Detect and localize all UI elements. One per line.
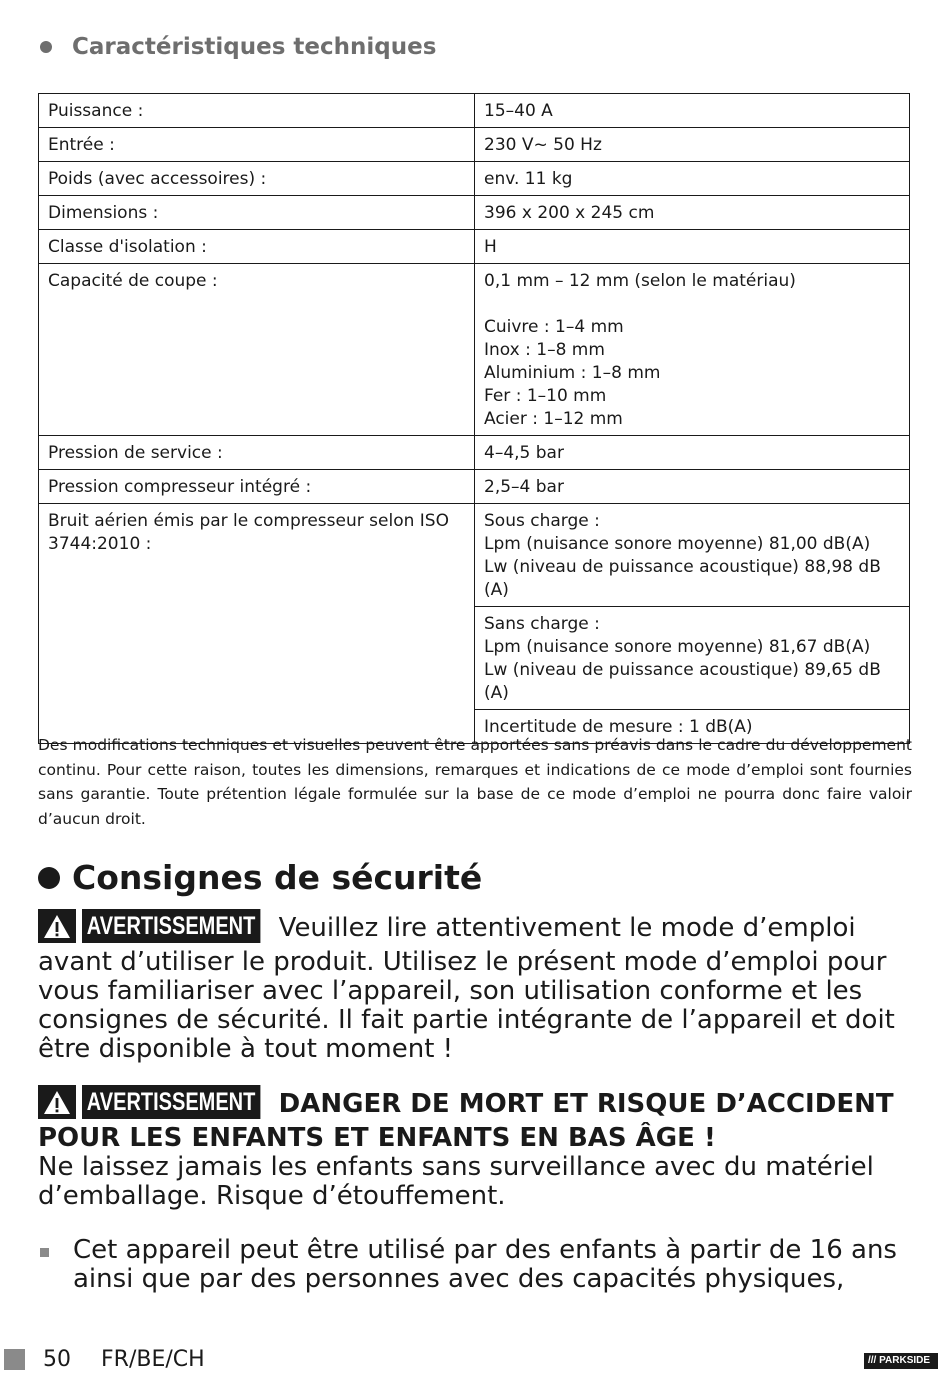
warning-text: Veuillez lire attentivement le mode d’emploi avant d’utiliser le produit. Utilisez le présent mode d’emploi pour vous familiariser avec l’appareil, son utilisation conforme et les consignes de sécurité. Il fait partie intégrante de l’appareil et doit être disponible à tout moment ! (38, 913, 895, 1064)
material-line: Cuivre : 1–4 mm (484, 317, 624, 337)
section-title-text: Caractéristiques techniques (72, 34, 437, 60)
bullet-icon (40, 41, 52, 53)
footer-square-icon (4, 1349, 25, 1370)
spec-value: H (475, 230, 910, 264)
spec-label: Capacité de coupe : (39, 264, 475, 436)
warning-triangle-icon (38, 1085, 76, 1119)
warning-label: AVERTISSEMENT (82, 909, 260, 943)
spec-value: 396 x 200 x 245 cm (475, 196, 910, 230)
spec-value: 4–4,5 bar (475, 436, 910, 470)
spec-value (475, 607, 910, 710)
language-code: FR/BE/CH (101, 1346, 205, 1372)
table-row (39, 162, 910, 196)
safety-title-text: Consignes de sécurité (72, 858, 483, 897)
square-bullet-icon (40, 1248, 49, 1257)
table-row (39, 264, 910, 436)
table-row (39, 504, 910, 607)
material-line: Fer : 1–10 mm (484, 386, 607, 406)
noise-line: Sans charge : (484, 614, 600, 634)
list-item (38, 1236, 908, 1294)
spec-value (475, 264, 910, 436)
list-item-text: Cet appareil peut être utilisé par des enfants à partir de 16 ans ainsi que par des personnes avec des capacités physiques, (73, 1235, 897, 1294)
spec-value: 230 V~ 50 Hz (475, 128, 910, 162)
material-line: Inox : 1–8 mm (484, 340, 605, 360)
spec-label: Dimensions : (39, 196, 475, 230)
warning-badge (38, 1085, 265, 1119)
noise-line: Sous charge : (484, 511, 600, 531)
table-row (39, 94, 910, 128)
specs-table (38, 93, 910, 744)
danger-heading: DANGER DE MORT ET RISQUE D’ACCIDENT POUR LES ENFANTS ET ENFANTS EN BAS ÂGE ! (38, 1089, 894, 1153)
material-line: Aluminium : 1–8 mm (484, 363, 661, 383)
noise-line: Lpm (nuisance sonore moyenne) 81,00 dB(A) (484, 534, 871, 554)
table-row (39, 128, 910, 162)
bullet-icon (38, 867, 60, 889)
spec-label: Puissance : (39, 94, 475, 128)
noise-line: Lw (niveau de puissance acoustique) 88,98 dB (A) (484, 557, 881, 600)
table-row (39, 436, 910, 470)
brand-logo: /// PARKSIDE (864, 1353, 938, 1369)
table-row (39, 230, 910, 264)
spec-label: Bruit aérien émis par le compresseur selon ISO 3744:2010 : (39, 504, 475, 744)
warning-block-1 (38, 914, 908, 1064)
spec-label: Poids (avec accessoires) : (39, 162, 475, 196)
material-line: Acier : 1–12 mm (484, 409, 623, 429)
warning-block-2 (38, 1090, 908, 1211)
spec-value: 2,5–4 bar (475, 470, 910, 504)
spec-value (475, 504, 910, 607)
warning-triangle-icon (38, 909, 76, 943)
spec-label: Entrée : (39, 128, 475, 162)
table-row (39, 196, 910, 230)
section-title (38, 34, 436, 60)
noise-line: Lw (niveau de puissance acoustique) 89,65 dB (A) (484, 660, 881, 703)
warning-text: Ne laissez jamais les enfants sans surveillance avec du matériel d’emballage. Risque d’étouffement. (38, 1152, 874, 1211)
page-number: 50 (43, 1346, 71, 1372)
disclaimer-text: Des modifications techniques et visuelles peuvent être apportées sans préavis dans le cadre du développement continu. Pour cette raison, toutes les dimensions, remarques et indications de ce mode d’emploi sont fournies sans garantie. Toute prétention légale formulée sur la base de ce mode d’emploi ne pourra donc faire valoir d’aucun droit. (38, 736, 912, 828)
spec-value: env. 11 kg (475, 162, 910, 196)
table-row (39, 470, 910, 504)
spec-value: Incertitude de mesure : 1 dB(A) (475, 710, 910, 744)
page-footer (4, 1344, 944, 1374)
spec-label: Classe d'isolation : (39, 230, 475, 264)
cut-range: 0,1 mm – 12 mm (selon le matériau) (484, 271, 796, 291)
spec-label: Pression de service : (39, 436, 475, 470)
safety-title (38, 858, 482, 897)
spec-value: 15–40 A (475, 94, 910, 128)
warning-badge (38, 909, 265, 943)
warning-label: AVERTISSEMENT (82, 1085, 260, 1119)
spec-label: Pression compresseur intégré : (39, 470, 475, 504)
noise-line: Lpm (nuisance sonore moyenne) 81,67 dB(A) (484, 637, 871, 657)
